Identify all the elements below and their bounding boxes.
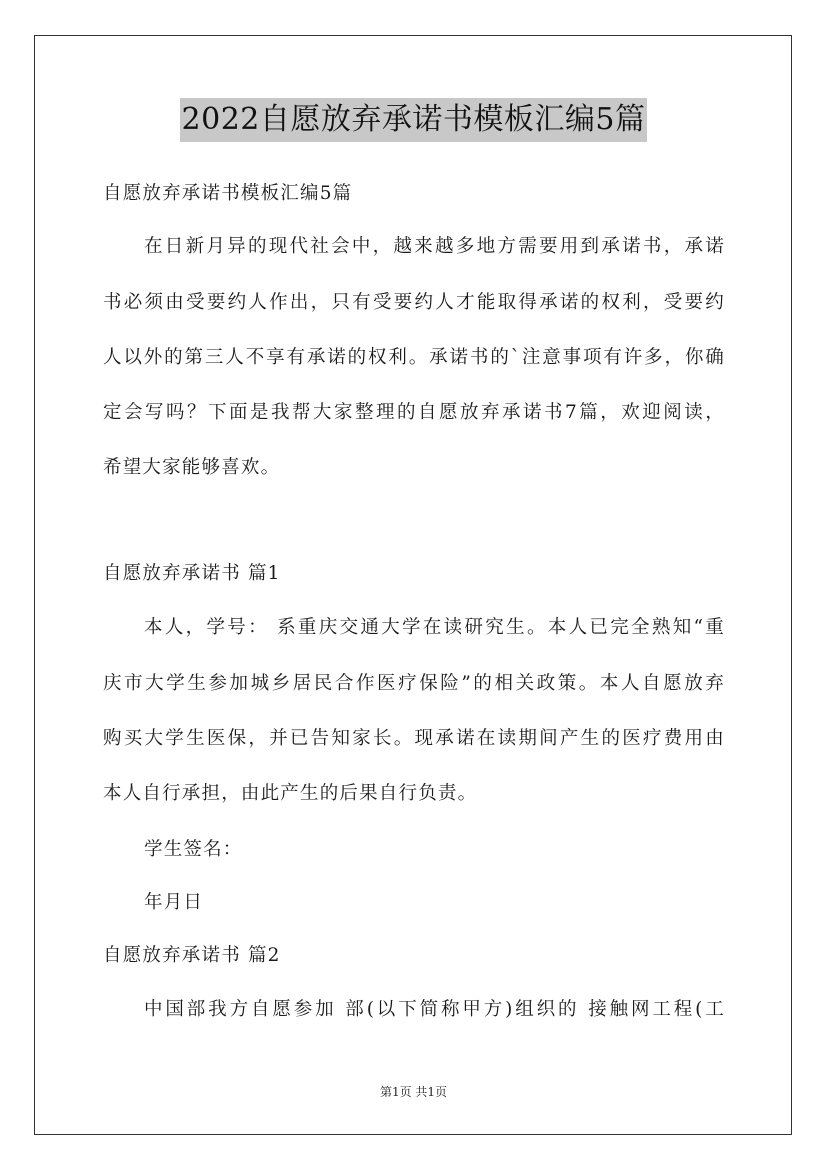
- section2-line-1: 中国部我方自愿参加 部(以下简称甲方)组织的 接触网工程(工: [144, 999, 725, 1020]
- document-subtitle: 自愿放弃承诺书模板汇编5篇: [103, 183, 353, 204]
- intro-line-5: 希望大家能够喜欢。: [103, 457, 281, 478]
- document-title: 2022自愿放弃承诺书模板汇编5篇: [180, 98, 648, 142]
- signature-label: 学生签名：: [144, 839, 243, 860]
- section1-line-4: 本人自行承担，由此产生的后果自行负责。: [103, 783, 478, 804]
- title-container: [0, 98, 827, 142]
- section1-line-2: 庆市大学生参加城乡居民合作医疗保险”的相关政策。本人自愿放弃: [103, 673, 725, 694]
- section1-line-1: 本人，学号： 系重庆交通大学在读研究生。本人已完全熟知“重: [144, 617, 725, 638]
- section2-heading: 自愿放弃承诺书 篇2: [103, 945, 281, 966]
- section1-line-3: 购买大学生医保，并已告知家长。现承诺在读期间产生的医疗费用由: [103, 728, 725, 749]
- intro-line-3: 人以外的第三人不享有承诺的权利。承诺书的`注意事项有许多，你确: [103, 347, 725, 368]
- page-footer: 第1页 共1页: [379, 1085, 448, 1099]
- intro-line-1: 在日新月异的现代社会中，越来越多地方需要用到承诺书，承诺: [144, 236, 725, 257]
- date-label: 年月日: [144, 892, 204, 913]
- intro-line-2: 书必须由受要约人作出，只有受要约人才能取得承诺的权利，受要约: [103, 292, 725, 313]
- intro-line-4: 定会写吗？下面是我帮大家整理的自愿放弃承诺书7篇，欢迎阅读，: [103, 402, 725, 423]
- section1-heading: 自愿放弃承诺书 篇1: [103, 563, 281, 584]
